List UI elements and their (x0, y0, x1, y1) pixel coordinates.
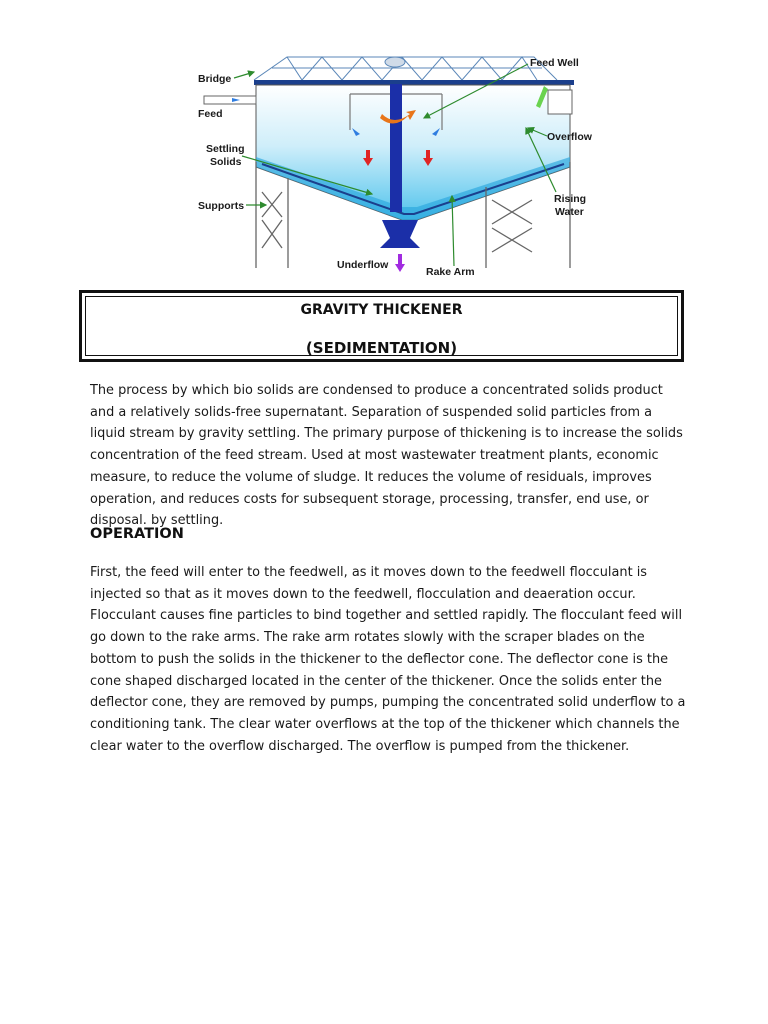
operation-paragraph: First, the feed will enter to the feedwell, as it moves down to the feedwell flocculant is injected so that as it moves down to the feedwell, flocculation and deaeration occur. Flocculant causes fine particles to bind together and settled rapidly. The flocculant feed will go down to the rake arms. The rake arm rotates slowly with the scraper blades on the bottom to push the solids in the thickener to the deflector cone. The deflector cone is the cone shaped discharged located in the center of the thickener. Once the solids enter the deflector cone, they are removed by pumps, pumping the concentrated solid underflow to a conditioning tank. The clear water overflows at the top of the thickener which channels the clear water to the overflow discharged. The overflow is pumped from the thickener. (90, 565, 686, 754)
tank-water (256, 85, 570, 220)
label-supports: Supports (198, 200, 245, 212)
central-drive-shaft (390, 84, 402, 212)
label-underflow: Underflow (337, 259, 389, 271)
label-settling: Settling (206, 143, 245, 155)
label-rake-arm: Rake Arm (426, 266, 475, 278)
left-support (256, 162, 288, 268)
title-main: GRAVITY THICKENER (300, 302, 463, 318)
title-box (79, 290, 684, 362)
label-rising: Rising (554, 193, 587, 205)
label-bridge: Bridge (198, 73, 232, 85)
label-overflow: Overflow (547, 131, 592, 143)
gravity-thickener-diagram (192, 42, 596, 278)
underflow-cone (380, 220, 420, 248)
label-feed: Feed (198, 108, 223, 120)
label-solids: Solids (210, 156, 242, 168)
bridge-deck (254, 80, 574, 85)
intro-paragraph: The process by which bio solids are condensed to produce a concentrated solids product and a relatively solids-free supernatant. Separation of suspended solid particles from a liquid stream by gravity settling. The primary purpose of thickening is to increase the solids concentration of the feed stream. Used at most wastewater treatment plants, economic measure, to reduce the volume of sludge. It reduces the volume of residuals, improves operation, and reduces costs for subsequent storage, processing, transfer, end use, or disposal. by settling. (90, 383, 683, 529)
feed-pipe (204, 96, 256, 104)
operation-heading: OPERATION (90, 526, 184, 542)
label-water: Water (555, 206, 584, 218)
overflow-box (548, 90, 572, 114)
label-feed-well: Feed Well (530, 57, 579, 69)
underflow-arrow-icon (395, 254, 405, 272)
bridge-truss (254, 57, 557, 80)
title-subtitle: (SEDIMENTATION) (305, 339, 458, 357)
